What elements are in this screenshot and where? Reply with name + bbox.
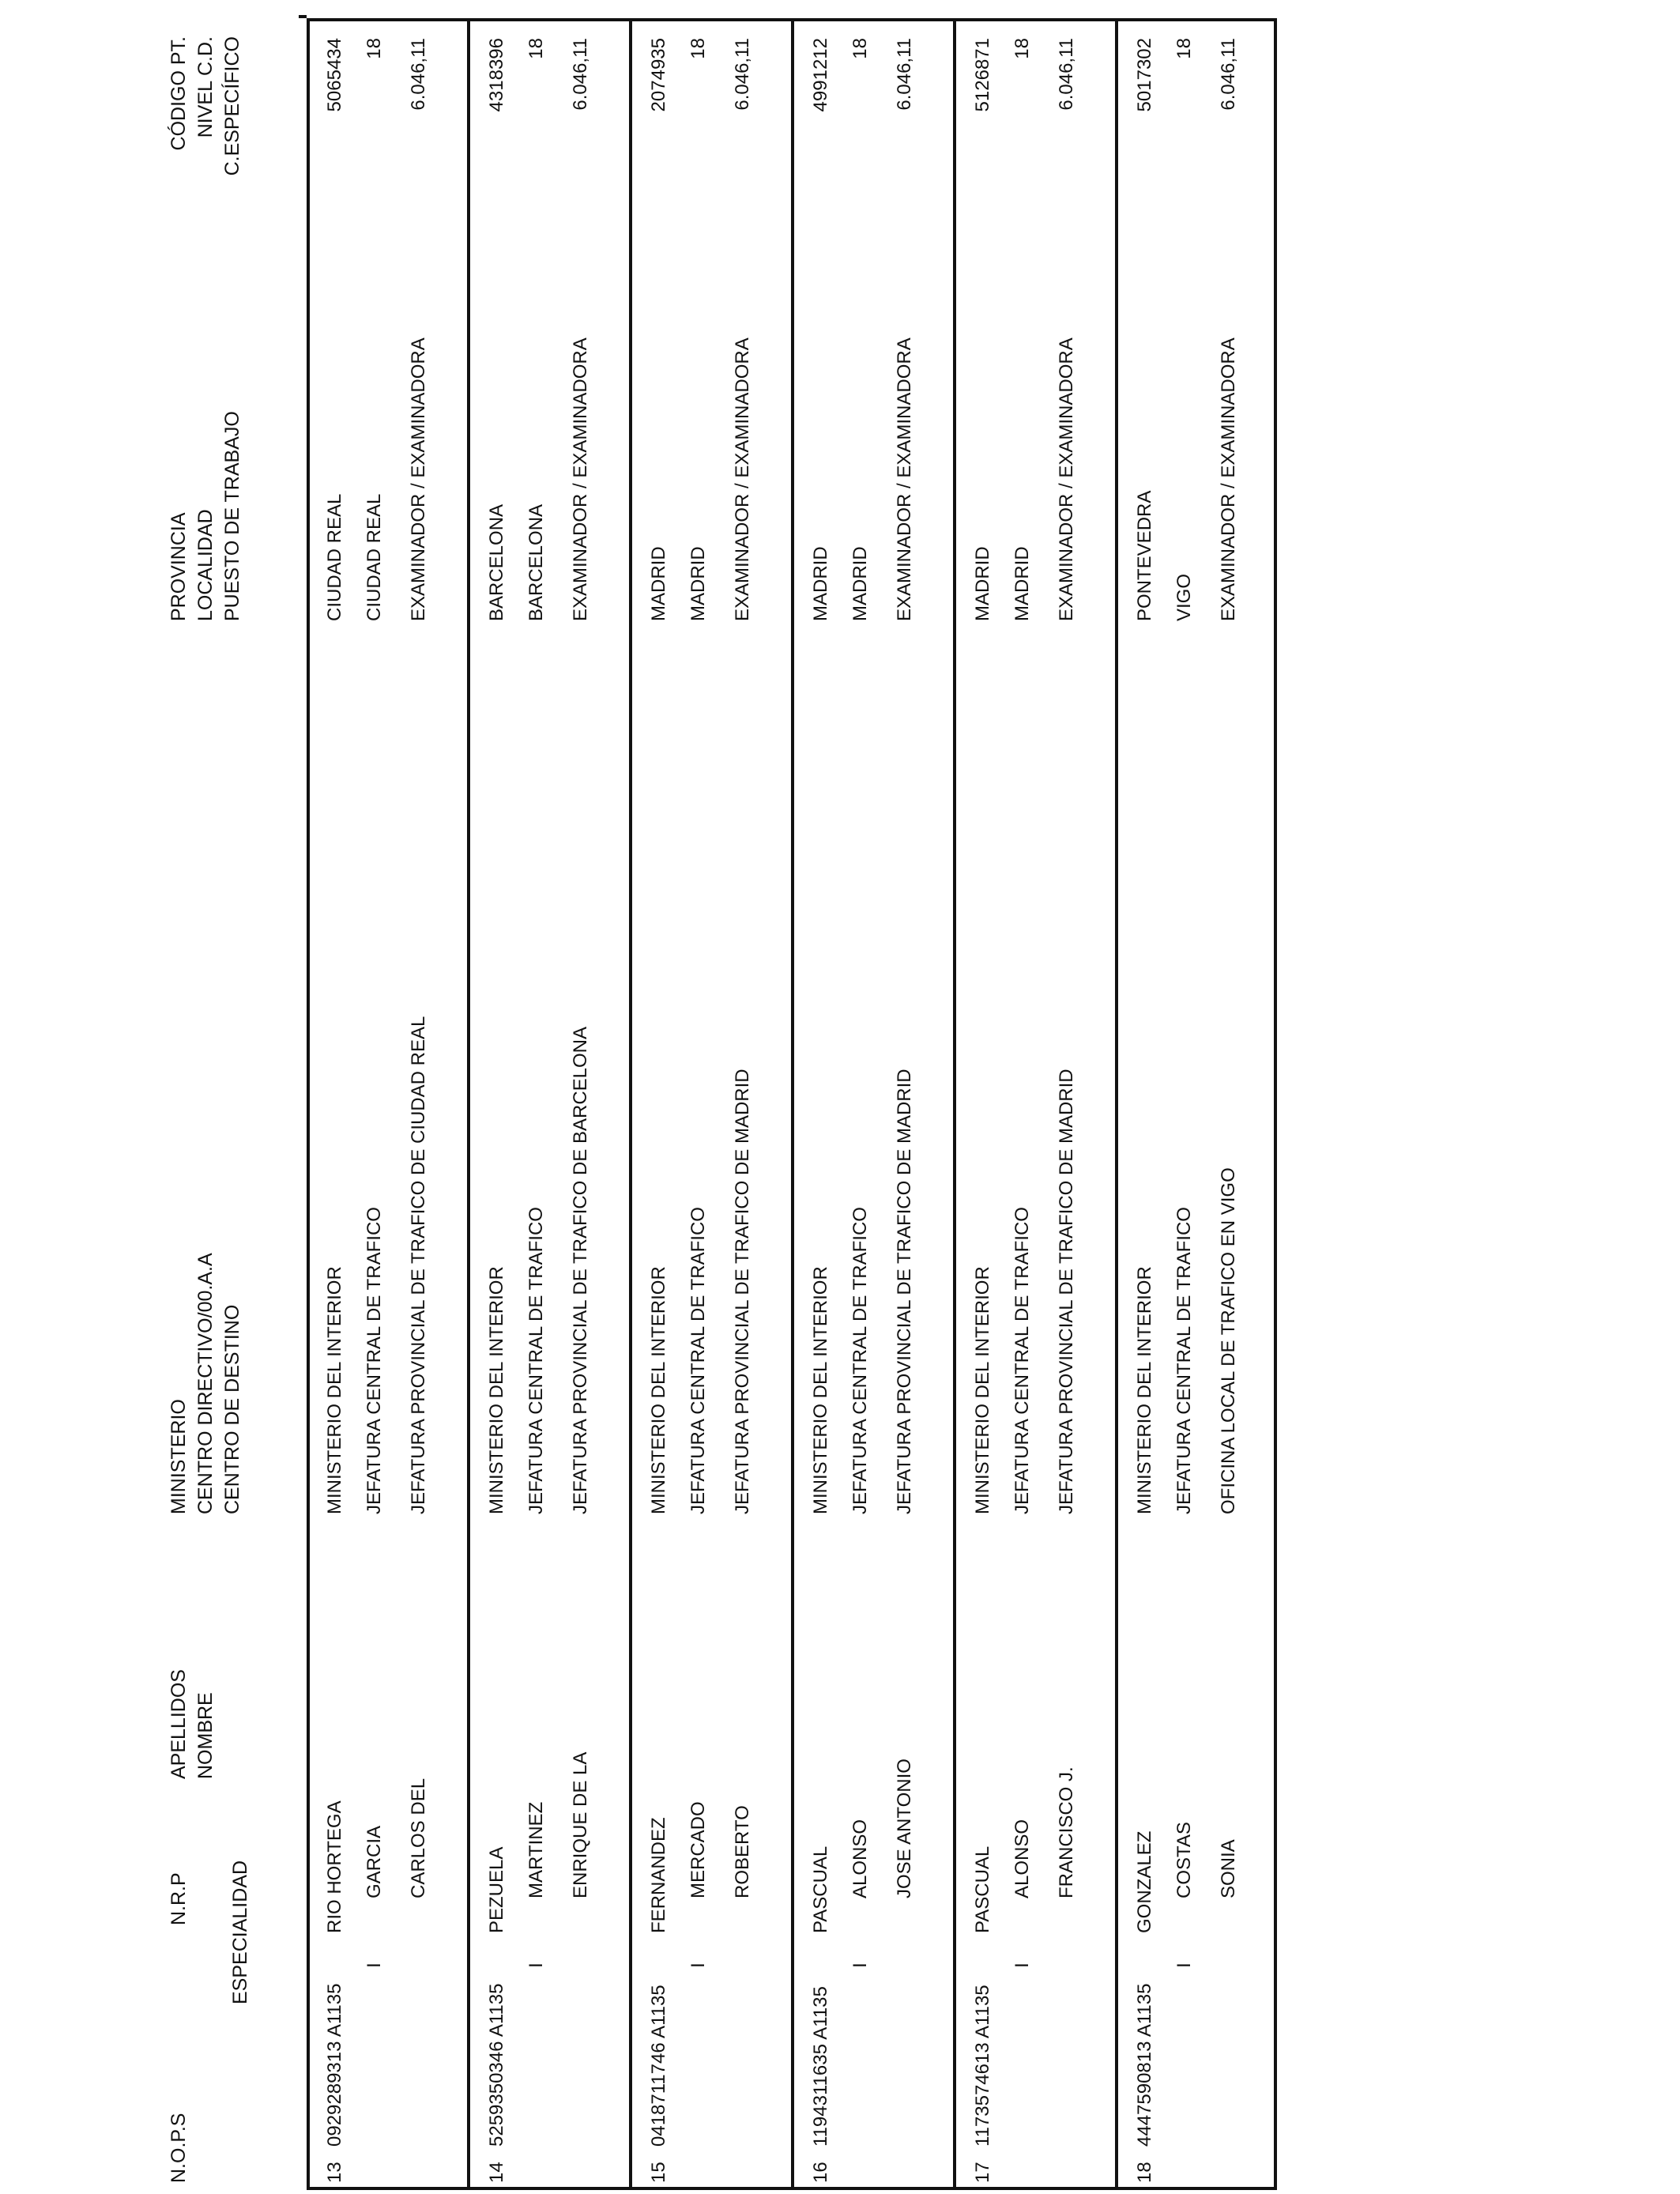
cell-nrp: 0418711746 A1135 [648, 1985, 669, 2147]
cell-centro-directivo: JEFATURA CENTRAL DE TRAFICO [1011, 1207, 1033, 1514]
cell-provincia: MADRID [972, 546, 993, 621]
row-divider [791, 18, 794, 2190]
cell-centro-directivo: JEFATURA CENTRAL DE TRAFICO [525, 1207, 547, 1514]
cell-especifico: 6.046,11 [894, 38, 915, 111]
header-nops: N.O.P.S [168, 2113, 190, 2183]
cell-ministerio: MINISTERIO DEL INTERIOR [648, 1266, 669, 1514]
table-row [955, 0, 1117, 2194]
cell-nombre: ROBERTO [732, 1805, 753, 1898]
cell-codigo: 4318396 [486, 38, 507, 112]
cell-apellido2: COSTAS [1173, 1822, 1195, 1898]
header-centro-destino: CENTRO DE DESTINO [221, 1304, 243, 1514]
table-row [793, 0, 955, 2194]
cell-centro-directivo: JEFATURA CENTRAL DE TRAFICO [1173, 1207, 1195, 1514]
cell-nrp: 4447590813 A1135 [1134, 1983, 1155, 2147]
cell-puesto: EXAMINADOR / EXAMINADORA [1218, 337, 1239, 621]
table-row [631, 0, 793, 2194]
cell-nops: 18 [1134, 2162, 1155, 2183]
header-puesto: PUESTO DE TRABAJO [221, 411, 243, 621]
cell-nops: 17 [972, 2162, 993, 2183]
header-centro-directivo: CENTRO DIRECTIVO/00.A.A [194, 1253, 217, 1514]
cell-puesto: EXAMINADOR / EXAMINADORA [408, 337, 429, 621]
cell-apellido2: ALONSO [1011, 1819, 1033, 1898]
header-localidad: LOCALIDAD [194, 509, 217, 621]
cell-nops: 13 [324, 2162, 345, 2183]
cell-especialidad: I [687, 1962, 709, 1968]
cell-apellido1: FERNANDEZ [648, 1817, 669, 1933]
cell-nrp: 1173574613 A1135 [972, 1985, 993, 2147]
cell-codigo: 5017302 [1134, 38, 1155, 112]
cell-especifico: 6.046,11 [732, 38, 753, 111]
cell-puesto: EXAMINADOR / EXAMINADORA [894, 337, 915, 621]
cell-nombre: SONIA [1218, 1839, 1239, 1898]
cell-apellido2: GARCIA [363, 1825, 385, 1898]
cell-apellido1: PASCUAL [810, 1845, 831, 1933]
cell-puesto: EXAMINADOR / EXAMINADORA [732, 337, 753, 621]
cell-localidad: MADRID [1011, 546, 1033, 621]
cell-especialidad: I [1173, 1962, 1195, 1968]
cell-apellido1: PEZUELA [486, 1846, 507, 1933]
cell-nrp: 0929289313 A1135 [324, 1983, 345, 2147]
cell-centro-destino: OFICINA LOCAL DE TRAFICO EN VIGO [1218, 1167, 1239, 1514]
cell-centro-destino: JEFATURA PROVINCIAL DE TRAFICO DE MADRID [894, 1069, 915, 1514]
cell-nombre: ENRIQUE DE LA [570, 1751, 591, 1898]
cell-localidad: MADRID [849, 546, 871, 621]
cell-centro-directivo: JEFATURA CENTRAL DE TRAFICO [363, 1207, 385, 1514]
cell-nops: 15 [648, 2162, 669, 2183]
table-row [307, 0, 469, 2194]
header-apellidos: APELLIDOS [168, 1669, 190, 1779]
cell-centro-destino: JEFATURA PROVINCIAL DE TRAFICO DE BARCELONA [570, 1026, 591, 1514]
cell-apellido1: PASCUAL [972, 1845, 993, 1933]
table-row [1117, 0, 1279, 2194]
cell-centro-destino: JEFATURA PROVINCIAL DE TRAFICO DE MADRID [1056, 1069, 1077, 1514]
cell-apellido1: RIO HORTEGA [324, 1800, 345, 1933]
cell-centro-directivo: JEFATURA CENTRAL DE TRAFICO [687, 1207, 709, 1514]
header-codigo: CÓDIGO PT. [168, 36, 190, 151]
header-nrp: N.R.P [168, 1872, 190, 1925]
cell-nops: 14 [486, 2162, 507, 2183]
header-provincia: PROVINCIA [168, 512, 190, 621]
cell-ministerio: MINISTERIO DEL INTERIOR [1134, 1266, 1155, 1514]
cell-ministerio: MINISTERIO DEL INTERIOR [972, 1266, 993, 1514]
row-divider [953, 18, 956, 2190]
cell-nrp: 1194311635 A1135 [810, 1986, 831, 2147]
cell-especialidad: I [363, 1962, 385, 1968]
cell-especialidad: I [525, 1962, 547, 1968]
cell-codigo: 4991212 [810, 38, 831, 112]
cell-centro-destino: JEFATURA PROVINCIAL DE TRAFICO DE MADRID [732, 1069, 753, 1514]
header-ministerio: MINISTERIO [168, 1399, 190, 1514]
cell-localidad: BARCELONA [525, 503, 547, 621]
header-nivel: NIVEL C.D. [194, 36, 217, 138]
row-divider [467, 18, 470, 2190]
cell-nombre: JOSE ANTONIO [894, 1759, 915, 1898]
cell-especifico: 6.046,11 [570, 38, 591, 111]
cell-nombre: FRANCISCO J. [1056, 1766, 1077, 1898]
cell-provincia: CIUDAD REAL [324, 493, 345, 621]
cell-provincia: PONTEVEDRA [1134, 490, 1155, 621]
header-especialidad: ESPECIALIDAD [229, 1860, 251, 2004]
cell-nombre: CARLOS DEL [408, 1777, 429, 1898]
cell-nivel: 18 [849, 38, 871, 59]
cell-localidad: VIGO [1173, 573, 1195, 621]
cell-apellido2: MERCADO [687, 1801, 709, 1898]
cell-nivel: 18 [525, 38, 547, 59]
cell-puesto: EXAMINADOR / EXAMINADORA [570, 337, 591, 621]
cell-especialidad: I [1011, 1962, 1033, 1968]
cell-nrp: 5259350346 A1135 [486, 1983, 507, 2147]
cell-provincia: MADRID [648, 546, 669, 621]
cell-centro-destino: JEFATURA PROVINCIAL DE TRAFICO DE CIUDAD REAL [408, 1016, 429, 1514]
cell-ministerio: MINISTERIO DEL INTERIOR [324, 1266, 345, 1514]
header-nombre: NOMBRE [194, 1692, 217, 1779]
cell-nivel: 18 [1173, 38, 1195, 59]
cell-apellido2: ALONSO [849, 1819, 871, 1898]
cell-provincia: MADRID [810, 546, 831, 621]
cell-localidad: MADRID [687, 546, 709, 621]
cell-especifico: 6.046,11 [1218, 38, 1239, 111]
cell-apellido1: GONZALEZ [1134, 1830, 1155, 1933]
cell-puesto: EXAMINADOR / EXAMINADORA [1056, 337, 1077, 621]
table-row [469, 0, 631, 2194]
cell-especifico: 6.046,11 [408, 38, 429, 111]
cell-especifico: 6.046,11 [1056, 38, 1077, 111]
cell-codigo: 2074935 [648, 38, 669, 112]
cell-especialidad: I [849, 1962, 871, 1968]
cell-nivel: 18 [687, 38, 709, 59]
cell-apellido2: MARTINEZ [525, 1801, 547, 1898]
cell-ministerio: MINISTERIO DEL INTERIOR [810, 1266, 831, 1514]
row-divider [1115, 18, 1118, 2190]
row-divider [299, 15, 307, 18]
cell-localidad: CIUDAD REAL [363, 493, 385, 621]
cell-codigo: 5126871 [972, 38, 993, 112]
cell-codigo: 5065434 [324, 38, 345, 112]
cell-centro-directivo: JEFATURA CENTRAL DE TRAFICO [849, 1207, 871, 1514]
cell-ministerio: MINISTERIO DEL INTERIOR [486, 1266, 507, 1514]
row-divider [629, 18, 632, 2190]
header-especifico: C.ESPECÍFICO [221, 36, 243, 176]
cell-nops: 16 [810, 2162, 831, 2183]
cell-nivel: 18 [363, 38, 385, 59]
cell-provincia: BARCELONA [486, 503, 507, 621]
cell-nivel: 18 [1011, 38, 1033, 59]
